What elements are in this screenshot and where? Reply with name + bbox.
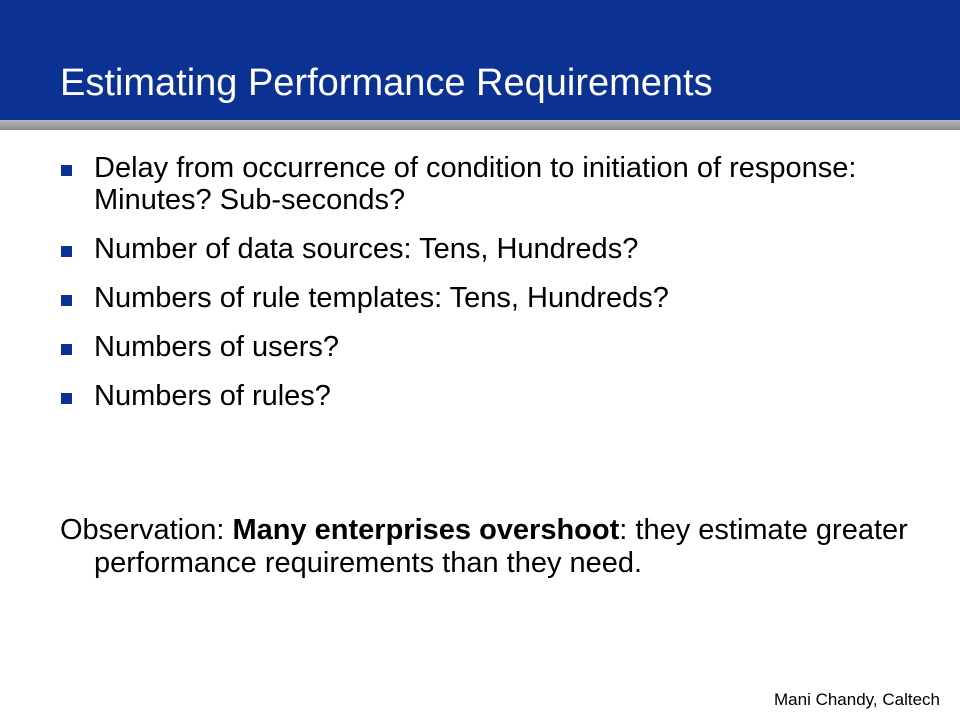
title-divider [0,120,960,130]
observation-paragraph [60,514,934,580]
bullet-item [60,152,920,216]
square-bullet-icon [61,246,72,257]
footer-credit: Mani Chandy, Caltech [774,690,940,709]
bullet-text: Numbers of rule templates: Tens, Hundreds? [94,282,669,314]
bullet-list [60,152,920,429]
bullet-item [60,233,920,265]
square-bullet-icon [61,165,72,176]
square-bullet-icon [61,295,72,306]
square-bullet-icon [61,344,72,355]
bullet-item [60,331,920,363]
observation-emphasis: Many enterprises overshoot [232,514,620,546]
bullet-text: Delay from occurrence of condition to initiation of response: Minutes? Sub-seconds? [94,152,857,216]
bullet-text: Numbers of rules? [94,380,331,412]
bullet-text: Numbers of users? [94,331,339,363]
bullet-item [60,380,920,412]
bullet-text: Number of data sources: Tens, Hundreds? [94,233,639,265]
square-bullet-icon [61,393,72,404]
observation-rest: : they estimate greater performance requirements than they need. [94,514,908,579]
observation-lead: Observation: [60,514,233,546]
bullet-item [60,282,920,314]
slide-title: Estimating Performance Requirements [60,62,713,104]
